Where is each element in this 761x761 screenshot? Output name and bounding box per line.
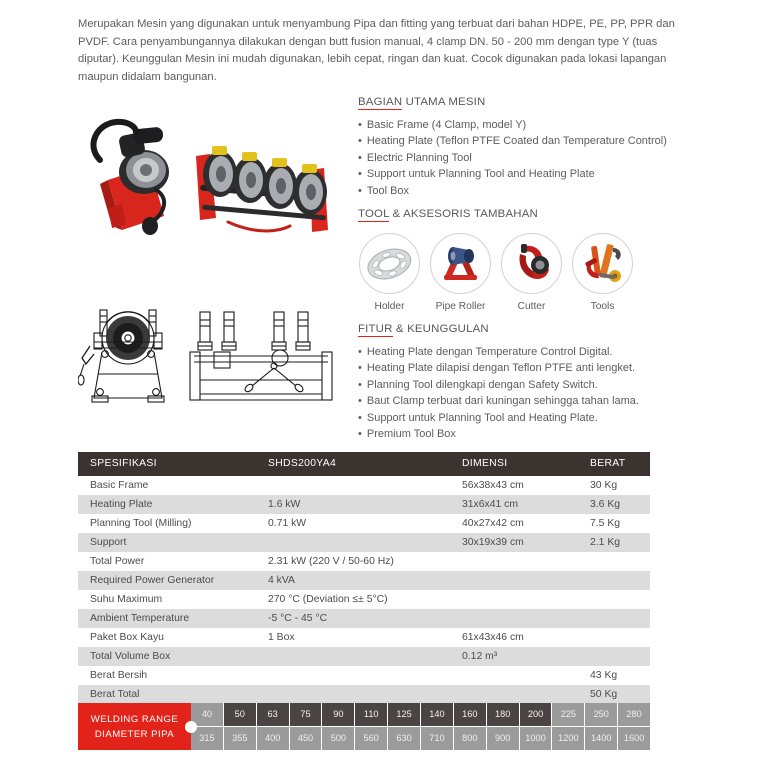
- cell-spec: Berat Total: [78, 685, 256, 704]
- hand-tools-set-icon: [572, 233, 633, 294]
- cell-value: -5 °C - 45 °C: [256, 609, 450, 628]
- welding-range-grid: [191, 703, 650, 750]
- cell-spec: Required Power Generator: [78, 571, 256, 590]
- machine-front-view-drawing: [78, 310, 164, 402]
- cell-dimension: [450, 609, 578, 628]
- table-row: [78, 685, 650, 704]
- cell-dimension: [450, 590, 578, 609]
- welding-range-cell: 630: [388, 727, 421, 751]
- welding-range-label-line2: DIAMETER PIPA: [94, 728, 175, 740]
- cell-weight: 50 Kg: [578, 685, 650, 704]
- cell-spec: Planning Tool (Milling): [78, 514, 256, 533]
- section-parts-heading-rest: UTAMA MESIN: [402, 96, 486, 108]
- specification-table-body: [78, 476, 650, 704]
- cell-value: 1.6 kW: [256, 495, 450, 514]
- intro-paragraph: Merupakan Mesin yang digunakan untuk menyambung Pipa dan fitting yang terbuat dari bahan HDPE, PE, PP, PPR dan PVDF. Cara penyambungannya dilakukan dengan butt fusion manual, 4 clamp DN. 50 - 200 mm dengan type Y (tuas diputar). Keunggulan Mesin ini mudah digunakan, lebih cepat, ringan dan kuat. Cocok digunakan pada lokasi lapangan maupun didalam bangunan.: [78, 18, 675, 83]
- cell-spec: Suhu Maximum: [78, 590, 256, 609]
- welding-range-cell: 560: [355, 727, 388, 751]
- technical-drawings: [78, 302, 350, 414]
- cell-dimension: 40x27x42 cm: [450, 514, 578, 533]
- cell-weight: 7.5 Kg: [578, 514, 650, 533]
- cell-dimension: 0.12 m³: [450, 647, 578, 666]
- section-features-heading-highlight: FITUR: [358, 323, 393, 335]
- welding-range-cell: 1400: [585, 727, 618, 751]
- section-parts-heading: [358, 96, 688, 108]
- cell-weight: [578, 628, 650, 647]
- welding-range-bar: [78, 703, 650, 750]
- list-item: • Heating Plate (Teflon PTFE Coated dan Temperature Control): [358, 133, 688, 149]
- cell-weight: [578, 609, 650, 628]
- pipe-cutter-icon: [501, 233, 562, 294]
- cell-dimension: 30x19x39 cm: [450, 533, 578, 552]
- cell-dimension: 31x6x41 cm: [450, 495, 578, 514]
- list-item: • Electric Planning Tool: [358, 150, 688, 166]
- table-row: [78, 495, 650, 514]
- welding-range-cell: 315: [191, 727, 224, 751]
- accessory-item-holder: [358, 233, 421, 312]
- welding-range-cell: 140: [421, 703, 454, 727]
- welding-range-cell: 110: [355, 703, 388, 727]
- welding-range-cell: 1600: [618, 727, 650, 751]
- features-list: [358, 344, 688, 442]
- section-tools-heading-rest: & AKSESORIS TAMBAHAN: [389, 208, 538, 220]
- pipe-roller-stand-icon: [430, 233, 491, 294]
- cell-value: 1 Box: [256, 628, 450, 647]
- machine-side-view-drawing: [190, 312, 332, 400]
- cell-value: [256, 476, 450, 495]
- welding-range-cell: 160: [454, 703, 487, 727]
- cell-dimension: [450, 552, 578, 571]
- cell-value: 270 °C (Deviation ≤± 5°C): [256, 590, 450, 609]
- cell-value: [256, 647, 450, 666]
- column-header-berat: BERAT: [578, 452, 650, 476]
- section-tools-accessories: [358, 208, 688, 312]
- cell-weight: [578, 590, 650, 609]
- cell-weight: 30 Kg: [578, 476, 650, 495]
- welding-range-label-line1: WELDING RANGE: [90, 713, 179, 725]
- table-row: [78, 476, 650, 495]
- list-item: • Premium Tool Box: [358, 426, 688, 442]
- cell-dimension: 56x38x43 cm: [450, 476, 578, 495]
- list-item: • Heating Plate dengan Temperature Control Digital.: [358, 344, 688, 360]
- table-row: [78, 533, 650, 552]
- cell-spec: Berat Bersih: [78, 666, 256, 685]
- welding-range-cell: 710: [421, 727, 454, 751]
- welding-range-cell: 250: [585, 703, 618, 727]
- accessory-label: Tools: [590, 301, 615, 312]
- cell-spec: Total Volume Box: [78, 647, 256, 666]
- welding-range-row-bottom: [191, 727, 650, 751]
- welding-range-cell: 355: [224, 727, 257, 751]
- specification-table: [78, 452, 650, 704]
- accessory-label: Pipe Roller: [435, 301, 486, 312]
- column-header-dimensi: DIMENSI: [450, 452, 578, 476]
- welding-range-cell: 450: [290, 727, 323, 751]
- section-main-parts: [358, 96, 688, 199]
- welding-range-cell: 63: [257, 703, 290, 727]
- cell-dimension: 61x43x46 cm: [450, 628, 578, 647]
- cell-weight: [578, 571, 650, 590]
- welding-range-row-top: [191, 703, 650, 727]
- welding-machine-photo-svg: [78, 98, 350, 243]
- table-row: [78, 590, 650, 609]
- welding-range-cell: 90: [322, 703, 355, 727]
- welding-range-cell: 500: [322, 727, 355, 751]
- welding-range-cell: 75: [290, 703, 323, 727]
- welding-range-cell: 1200: [552, 727, 585, 751]
- list-item: • Planning Tool dilengkapi dengan Safety Switch.: [358, 377, 688, 393]
- list-item: • Basic Frame (4 Clamp, model Y): [358, 117, 688, 133]
- cell-spec: Total Power: [78, 552, 256, 571]
- product-photo-main: [78, 98, 350, 243]
- table-row: [78, 514, 650, 533]
- accessory-item-cutter: [500, 233, 563, 312]
- milling-tool-group: [93, 122, 169, 235]
- welding-range-cell: 40: [191, 703, 224, 727]
- clamp-ring: [233, 152, 267, 203]
- accessory-label: Cutter: [517, 301, 546, 312]
- table-row: [78, 647, 650, 666]
- cell-value: [256, 666, 450, 685]
- section-tools-heading-highlight: TOOL: [358, 208, 390, 220]
- column-header-spesifikasi: SPESIFIKASI: [78, 452, 256, 476]
- cell-spec: Paket Box Kayu: [78, 628, 256, 647]
- list-item: • Tool Box: [358, 183, 688, 199]
- cell-value: 0.71 kW: [256, 514, 450, 533]
- accessory-item-pipe-roller: [429, 233, 492, 312]
- cell-value: 4 kVA: [256, 571, 450, 590]
- list-item: • Support untuk Planning Tool and Heating Plate: [358, 166, 688, 182]
- welding-range-label: [78, 703, 191, 750]
- cell-dimension: [450, 685, 578, 704]
- table-row: [78, 571, 650, 590]
- cell-value: [256, 533, 450, 552]
- table-header-row: [78, 452, 650, 476]
- cell-value: 2.31 kW (220 V / 50-60 Hz): [256, 552, 450, 571]
- cell-weight: 3.6 Kg: [578, 495, 650, 514]
- pipe-holder-ring-icon: [359, 233, 420, 294]
- section-features: [358, 323, 688, 442]
- cell-dimension: [450, 571, 578, 590]
- cell-dimension: [450, 666, 578, 685]
- cell-spec: Support: [78, 533, 256, 552]
- welding-range-cell: 50: [224, 703, 257, 727]
- table-row: [78, 666, 650, 685]
- section-features-heading: [358, 323, 688, 335]
- section-tools-heading: [358, 208, 688, 220]
- table-row: [78, 628, 650, 647]
- cell-value: [256, 685, 450, 704]
- welding-range-cell: 800: [454, 727, 487, 751]
- accessory-item-tools: [571, 233, 634, 312]
- cell-weight: [578, 552, 650, 571]
- welding-range-cell: 1000: [520, 727, 553, 751]
- list-item: • Baut Clamp terbuat dari kuningan sehingga tahan lama.: [358, 393, 688, 409]
- welding-range-cell: 225: [552, 703, 585, 727]
- welding-range-cell: 900: [487, 727, 520, 751]
- main-parts-list: [358, 117, 688, 199]
- accessories-row: [358, 233, 688, 312]
- column-header-model: SHDS200YA4: [256, 452, 450, 476]
- section-parts-heading-highlight: BAGIAN: [358, 96, 403, 108]
- welding-range-cell: 125: [388, 703, 421, 727]
- table-row: [78, 609, 650, 628]
- cell-spec: Ambient Temperature: [78, 609, 256, 628]
- cell-spec: Heating Plate: [78, 495, 256, 514]
- section-features-heading-rest: & KEUNGGULAN: [392, 323, 489, 335]
- table-row: [78, 552, 650, 571]
- list-item: • Heating Plate dilapisi dengan Teflon PTFE anti lengket.: [358, 360, 688, 376]
- welding-range-cell: 400: [257, 727, 290, 751]
- technical-drawings-svg: [78, 302, 350, 414]
- clamp-ring: [203, 146, 237, 197]
- clamp-frame-group: [196, 146, 328, 232]
- welding-range-cell: 200: [520, 703, 553, 727]
- accessory-label: Holder: [374, 301, 405, 312]
- cell-weight: 43 Kg: [578, 666, 650, 685]
- welding-range-cell: 280: [618, 703, 650, 727]
- list-item: • Support untuk Planning Tool and Heating Plate.: [358, 410, 688, 426]
- cell-weight: [578, 647, 650, 666]
- clamp-ring: [263, 158, 297, 209]
- welding-range-cell: 180: [487, 703, 520, 727]
- cell-weight: 2.1 Kg: [578, 533, 650, 552]
- cell-spec: Basic Frame: [78, 476, 256, 495]
